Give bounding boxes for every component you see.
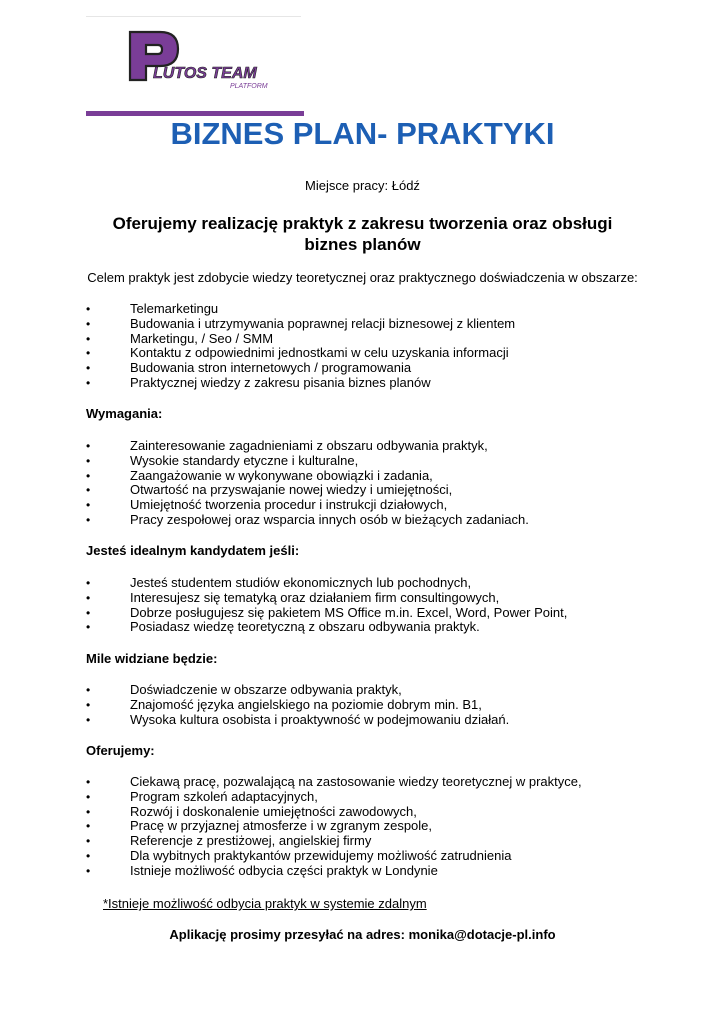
ideal-candidate-list (0, 576, 725, 635)
page-title: BIZNES PLAN- PRAKTYKI (170, 116, 555, 151)
list-item: • Kontaktu z odpowiednimi jednostkami w celu uzyskania informacji (0, 346, 725, 361)
list-item: • Jesteś studentem studiów ekonomicznych lub pochodnych, (0, 576, 725, 591)
list-item: • Pracę w przyjaznej atmosferze i w zgranym zespole, (0, 819, 725, 834)
requirements-heading: Wymagania: (86, 406, 163, 421)
plutos-team-logo (126, 28, 276, 98)
ideal-candidate-heading: Jesteś idealnym kandydatem jeśli: (86, 543, 300, 558)
offer-subtitle: Oferujemy realizację praktyk z zakresu tworzenia oraz obsługi biznes planów (112, 214, 613, 254)
list-item: • Budowania stron internetowych / programowania (0, 361, 725, 376)
areas-list (0, 302, 725, 391)
list-item: • Program szkoleń adaptacyjnych, (0, 790, 725, 805)
list-item: • Znajomość języka angielskiego na poziomie dobrym min. B1, (0, 698, 725, 713)
intro-text: Celem praktyk jest zdobycie wiedzy teoretycznej oraz praktycznego doświadczenia w obszarze: (87, 270, 638, 285)
list-item: • Marketingu, / Seo / SMM (0, 332, 725, 347)
list-item: • Pracy zespołowej oraz wsparcia innych osób w bieżących zadaniach. (0, 513, 725, 528)
top-divider (86, 16, 301, 17)
list-item: • Dobrze posługujesz się pakietem MS Office m.in. Excel, Word, Power Point, (0, 606, 725, 621)
offer-heading: Oferujemy: (86, 743, 155, 758)
list-item: • Zainteresowanie zagadnieniami z obszaru odbywania praktyk, (0, 439, 725, 454)
list-item: • Dla wybitnych praktykantów przewidujemy możliwość zatrudnienia (0, 849, 725, 864)
list-item: • Zaangażowanie w wykonywane obowiązki i zadania, (0, 469, 725, 484)
list-item: • Posiadasz wiedzę teoretyczną z obszaru odbywania praktyk. (0, 620, 725, 635)
list-item: • Telemarketingu (0, 302, 725, 317)
list-item: • Istnieje możliwość odbycia części praktyk w Londynie (0, 864, 725, 879)
list-item: • Referencje z prestiżowej, angielskiej firmy (0, 834, 725, 849)
list-item: • Wysoka kultura osobista i proaktywność w podejmowaniu działań. (0, 713, 725, 728)
list-item: • Ciekawą pracę, pozwalającą na zastosowanie wiedzy teoretycznej w praktyce, (0, 775, 725, 790)
list-item: • Praktycznej wiedzy z zakresu pisania biznes planów (0, 376, 725, 391)
requirements-list (0, 439, 725, 528)
welcome-list (0, 683, 725, 727)
list-item: • Rozwój i doskonalenie umiejętności zawodowych, (0, 805, 725, 820)
offer-list (0, 775, 725, 879)
logo-brand-text: LUTOS TEAM (153, 65, 257, 82)
welcome-heading: Mile widziane będzie: (86, 651, 218, 666)
remote-note: *Istnieje możliwość odbycia praktyk w systemie zdalnym (103, 896, 427, 911)
logo-sub-text: PLATFORM (230, 83, 268, 90)
list-item: • Otwartość na przyswajanie nowej wiedzy i umiejętności, (0, 483, 725, 498)
list-item: • Wysokie standardy etyczne i kulturalne, (0, 454, 725, 469)
list-item: • Doświadczenie w obszarze odbywania praktyk, (0, 683, 725, 698)
list-item: • Budowania i utrzymywania poprawnej relacji biznesowej z klientem (0, 317, 725, 332)
work-location: Miejsce pracy: Łódź (305, 178, 420, 193)
application-contact: Aplikację prosimy przesyłać na adres: monika@dotacje-pl.info (169, 927, 556, 942)
list-item: • Interesujesz się tematyką oraz działaniem firm consultingowych, (0, 591, 725, 606)
list-item: • Umiejętność tworzenia procedur i instrukcji działowych, (0, 498, 725, 513)
